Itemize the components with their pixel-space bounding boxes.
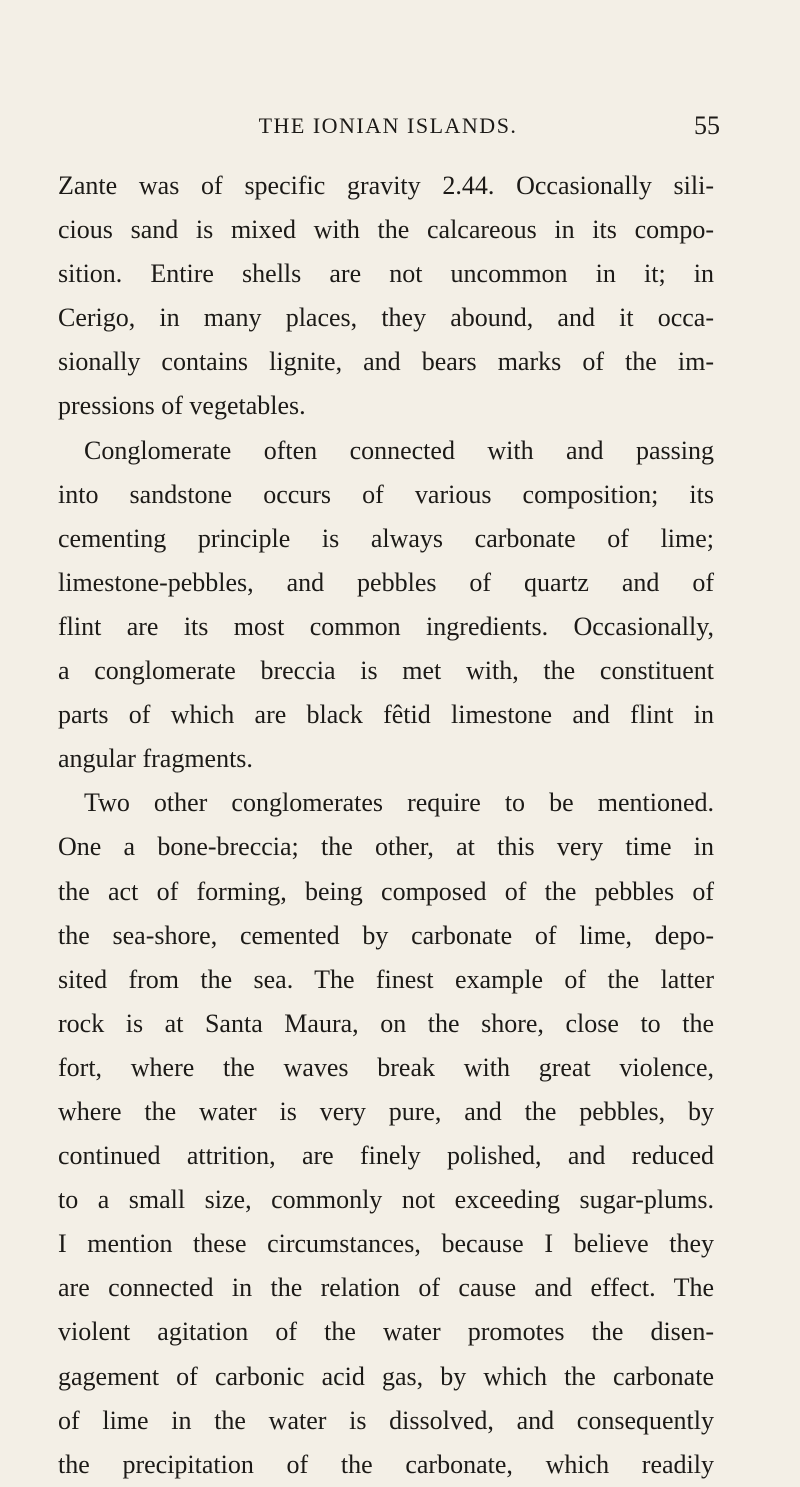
text-line: the sea-shore, cemented by carbonate of lime, depo- xyxy=(58,920,714,950)
text-line: parts of which are black fêtid limestone and flint in xyxy=(58,700,714,730)
text-line: Conglomerate often connected with and passing xyxy=(84,435,714,465)
text-line: fort, where the waves break with great violence, xyxy=(58,1052,714,1082)
text-line: sition. Entire shells are not uncommon in it; in xyxy=(58,259,714,289)
text-line: are connected in the relation of cause and effect. The xyxy=(58,1273,714,1303)
text-line: limestone-pebbles, and pebbles of quartz and of xyxy=(58,567,714,597)
text-line: gagement of carbonic acid gas, by which the carbonate xyxy=(58,1361,714,1391)
text-line: cious sand is mixed with the calcareous in its compo- xyxy=(58,215,714,245)
text-line: continued attrition, are finely polished, and reduced xyxy=(58,1141,714,1171)
text-line: Cerigo, in many places, they abound, and it occa- xyxy=(58,303,714,333)
text-line: of lime in the water is dissolved, and consequently xyxy=(58,1405,714,1435)
text-line: into sandstone occurs of various composition; its xyxy=(58,479,714,509)
page-number: 55 xyxy=(694,111,720,140)
text-line: flint are its most common ingredients. Occasionally, xyxy=(58,611,714,641)
text-line: Zante was of specific gravity 2.44. Occasionally sili- xyxy=(58,171,714,200)
running-title: THE IONIAN ISLANDS. xyxy=(258,113,518,138)
text-line: where the water is very pure, and the pebbles, by xyxy=(58,1096,714,1126)
text-line: sited from the sea. The finest example of the latter xyxy=(58,964,714,994)
text-line: sionally contains lignite, and bears marks of the im- xyxy=(58,347,714,377)
running-header xyxy=(62,108,720,144)
text-line: I mention these circumstances, because I believe they xyxy=(58,1229,714,1259)
text-line: One a bone-breccia; the other, at this very time in xyxy=(58,832,714,862)
text-line: cementing principle is always carbonate of lime; xyxy=(58,523,714,553)
body-text xyxy=(58,164,714,1487)
text-line: the precipitation of the carbonate, which readily xyxy=(58,1449,714,1479)
text-line: Two other conglomerates require to be mentioned. xyxy=(84,788,714,818)
text-line: the act of forming, being composed of the pebbles of xyxy=(58,876,714,906)
text-line: angular fragments. xyxy=(58,744,253,774)
text-line: rock is at Santa Maura, on the shore, close to the xyxy=(58,1008,714,1038)
text-line: pressions of vegetables. xyxy=(58,391,306,421)
text-line: a conglomerate breccia is met with, the constituent xyxy=(58,656,714,686)
text-line: to a small size, commonly not exceeding sugar-plums. xyxy=(58,1185,714,1215)
text-line: violent agitation of the water promotes the disen- xyxy=(58,1317,714,1347)
